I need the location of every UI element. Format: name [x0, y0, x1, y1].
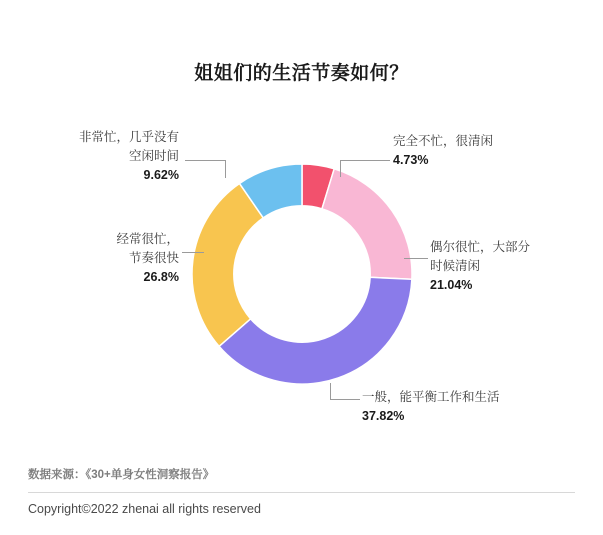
slice-label-occasional [430, 238, 530, 295]
slice-label-occasional-text2: 时候清闲 [430, 259, 481, 273]
slice-label-full-free [393, 132, 493, 170]
slice-label-often-busy-value: 26.8% [143, 270, 179, 284]
page-title: 姐姐们的生活节奏如何？ [194, 63, 409, 84]
slice-label-very-busy [60, 128, 179, 185]
slice-label-very-busy-text1: 非常忙，几乎没有 [78, 130, 179, 144]
slice-label-very-busy-value: 9.62% [143, 168, 179, 182]
donut-chart [178, 150, 426, 398]
leader-line-full-free [340, 160, 390, 161]
footer-divider [28, 492, 575, 493]
leader-line-very-busy [185, 160, 225, 161]
leader-line-often-busy [182, 252, 204, 253]
leader-line-average [330, 399, 360, 400]
slice-label-often-busy-text1: 经常很忙， [116, 232, 179, 246]
slice-label-occasional-value: 21.04% [430, 278, 473, 292]
slice-label-average-value: 37.82% [362, 409, 405, 423]
slice-label-full-free-value: 4.73% [393, 153, 429, 167]
slice-label-very-busy-text2: 空闲时间 [128, 149, 179, 163]
leader-line-occasional [404, 258, 428, 259]
data-source-text: 数据来源：《30+单身女性洞察报告》 [28, 469, 215, 481]
slice-label-full-free-text: 完全不忙，很清闲 [393, 134, 494, 148]
donut-svg [178, 150, 426, 398]
slice-label-often-busy-text2: 节奏很快 [128, 251, 179, 265]
slice-label-average-text: 一般，能平衡工作和生活 [362, 390, 500, 404]
slice-label-occasional-text1: 偶尔很忙，大部分 [430, 240, 531, 254]
leader-line-full-free-stub [340, 160, 341, 177]
slice-label-often-busy [59, 230, 179, 287]
donut-slice [219, 277, 412, 384]
leader-line-very-busy-stub [225, 160, 226, 178]
leader-line-average-stub [330, 383, 331, 400]
slice-label-average [362, 388, 500, 426]
copyright-text: Copyright©2022 zhenai all rights reserved [28, 502, 261, 516]
donut-slice [322, 169, 412, 279]
